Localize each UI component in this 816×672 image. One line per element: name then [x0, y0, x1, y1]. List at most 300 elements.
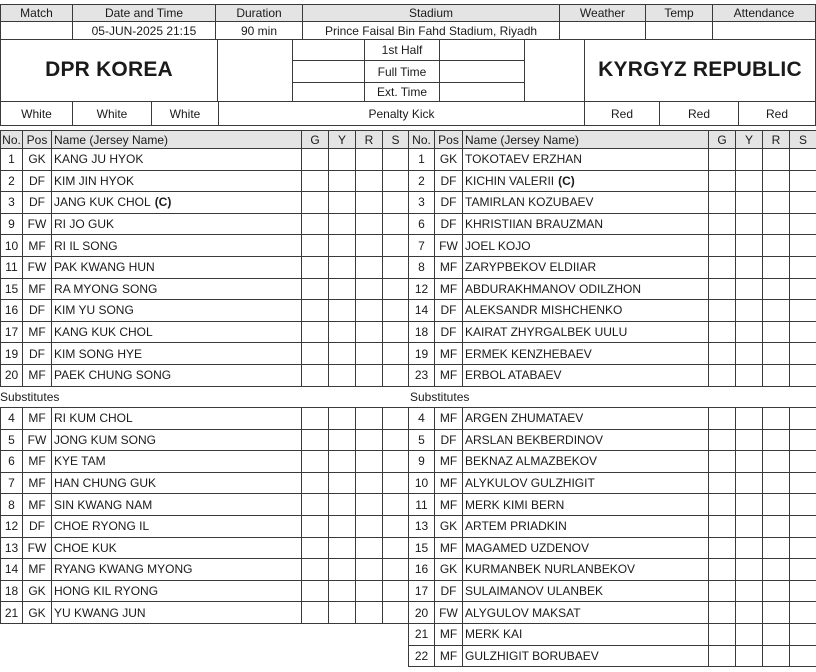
player-red-cell: [355, 429, 383, 452]
player-number: 21: [408, 623, 435, 646]
player-number: 1: [0, 148, 23, 171]
player-name-cell: [462, 515, 709, 538]
player-sub-cell: [789, 645, 816, 668]
player-name: TAMIRLAN KOZUBAEV: [465, 195, 594, 210]
player-number: 7: [408, 234, 435, 257]
player-yellow-cell: [328, 299, 356, 322]
player-yellow-cell: [735, 645, 763, 668]
player-name: ABDURAKHMANOV ODILZHON: [465, 281, 642, 296]
player-yellow-cell: [735, 580, 763, 603]
period-1st-half-label: 1st Half: [364, 39, 440, 61]
player-position: MF: [434, 364, 463, 387]
player-red-cell: [762, 580, 790, 603]
away-kit-shirt: Red: [584, 101, 660, 126]
player-position: MF: [22, 234, 52, 257]
player-number: 23: [408, 364, 435, 387]
player-position: GK: [22, 580, 52, 603]
player-goals-cell: [708, 364, 736, 387]
player-yellow-cell: [735, 321, 763, 344]
player-red-cell: [355, 472, 383, 495]
player-red-cell: [762, 170, 790, 193]
left-col-header-1: Pos: [22, 130, 52, 149]
player-number: 16: [408, 558, 435, 581]
player-name: ERBOL ATABAEV: [465, 368, 562, 383]
player-sub-cell: [382, 515, 409, 538]
player-sub-cell: [382, 558, 409, 581]
player-name: JANG KUK CHOL: [54, 195, 151, 210]
player-name: CHOE KUK: [54, 540, 117, 555]
player-position: DF: [434, 299, 463, 322]
player-name: ERMEK KENZHEBAEV: [465, 346, 592, 361]
player-red-cell: [355, 321, 383, 344]
player-name: RI IL SONG: [54, 238, 118, 253]
player-goals-cell: [301, 191, 329, 214]
player-red-cell: [762, 601, 790, 624]
player-number: 19: [408, 342, 435, 365]
player-name-cell: [51, 601, 302, 624]
left-col-header-5: R: [355, 130, 383, 149]
player-goals-cell: [708, 515, 736, 538]
player-red-cell: [762, 645, 790, 668]
player-sub-cell: [382, 601, 409, 624]
player-yellow-cell: [328, 472, 356, 495]
player-goals-cell: [301, 450, 329, 473]
player-position: FW: [22, 213, 52, 236]
player-number: 4: [0, 407, 23, 430]
home-team-name: DPR KOREA: [0, 39, 218, 102]
player-position: DF: [22, 170, 52, 193]
player-name: RI JO GUK: [54, 217, 115, 232]
player-yellow-cell: [735, 278, 763, 301]
player-name: RA MYONG SONG: [54, 281, 158, 296]
player-number: 9: [0, 213, 23, 236]
player-sub-cell: [789, 234, 816, 257]
player-goals-cell: [708, 580, 736, 603]
player-position: FW: [434, 234, 463, 257]
player-sub-cell: [382, 450, 409, 473]
player-red-cell: [355, 342, 383, 365]
player-red-cell: [355, 580, 383, 603]
player-goals-cell: [708, 450, 736, 473]
player-sub-cell: [789, 299, 816, 322]
player-name: PAK KWANG HUN: [54, 260, 155, 275]
player-sub-cell: [382, 321, 409, 344]
player-sub-cell: [382, 278, 409, 301]
player-number: 20: [0, 364, 23, 387]
header-duration: Duration: [215, 4, 303, 22]
home-kit-socks: White: [151, 101, 219, 126]
player-yellow-cell: [328, 148, 356, 171]
player-name: TOKOTAEV ERZHAN: [465, 152, 582, 167]
player-number: 11: [408, 493, 435, 516]
player-red-cell: [355, 234, 383, 257]
player-yellow-cell: [735, 623, 763, 646]
player-position: DF: [22, 342, 52, 365]
player-position: MF: [434, 472, 463, 495]
player-position: MF: [434, 623, 463, 646]
player-name: HONG KIL RYONG: [54, 584, 159, 599]
player-number: 18: [408, 321, 435, 344]
player-sub-cell: [789, 493, 816, 516]
player-number: 4: [408, 407, 435, 430]
player-red-cell: [762, 278, 790, 301]
player-goals-cell: [708, 170, 736, 193]
player-sub-cell: [789, 191, 816, 214]
player-name: KIM SONG HYE: [54, 346, 143, 361]
player-name-cell: [51, 213, 302, 236]
player-red-cell: [762, 623, 790, 646]
player-sub-cell: [789, 321, 816, 344]
player-goals-cell: [708, 493, 736, 516]
player-sub-cell: [382, 191, 409, 214]
player-goals-cell: [301, 342, 329, 365]
player-name-cell: [51, 299, 302, 322]
player-yellow-cell: [328, 429, 356, 452]
player-sub-cell: [382, 493, 409, 516]
away-team-name: KYRGYZ REPUBLIC: [584, 39, 816, 102]
player-name-cell: [51, 170, 302, 193]
player-yellow-cell: [328, 364, 356, 387]
player-name-cell: [462, 558, 709, 581]
player-name: SIN KWANG NAM: [54, 497, 153, 512]
left-col-header-3: G: [301, 130, 329, 149]
period-full-time-home-score: [292, 60, 365, 83]
player-name: MERK KAI: [465, 627, 523, 642]
player-goals-cell: [708, 234, 736, 257]
player-sub-cell: [789, 580, 816, 603]
player-name: KIM YU SONG: [54, 303, 134, 318]
value-attendance: [712, 21, 816, 40]
player-number: 5: [0, 429, 23, 452]
player-red-cell: [355, 364, 383, 387]
player-red-cell: [762, 148, 790, 171]
player-position: MF: [22, 493, 52, 516]
player-name: GULZHIGIT BORUBAEV: [465, 648, 599, 663]
player-number: 7: [0, 472, 23, 495]
player-name: ARGEN ZHUMATAEV: [465, 411, 584, 426]
player-red-cell: [762, 472, 790, 495]
period-full-time-label: Full Time: [364, 60, 440, 83]
player-yellow-cell: [328, 234, 356, 257]
player-goals-cell: [301, 472, 329, 495]
player-goals-cell: [301, 601, 329, 624]
player-name: KAIRAT ZHYRGALBEK UULU: [465, 325, 628, 340]
player-red-cell: [762, 321, 790, 344]
header-stadium: Stadium: [302, 4, 560, 22]
player-name: KHRISTIIAN BRAUZMAN: [465, 217, 604, 232]
player-name: MERK KIMI BERN: [465, 497, 565, 512]
player-name-cell: [462, 429, 709, 452]
player-name-cell: [51, 429, 302, 452]
away-kit-shorts: Red: [659, 101, 739, 126]
player-position: GK: [434, 515, 463, 538]
player-yellow-cell: [735, 299, 763, 322]
player-number: 13: [0, 537, 23, 560]
player-yellow-cell: [735, 364, 763, 387]
player-red-cell: [762, 407, 790, 430]
player-yellow-cell: [735, 234, 763, 257]
player-red-cell: [355, 170, 383, 193]
player-yellow-cell: [328, 256, 356, 279]
player-name-cell: [462, 601, 709, 624]
player-name-cell: [462, 623, 709, 646]
value-stadium: Prince Faisal Bin Fahd Stadium, Riyadh: [302, 21, 560, 40]
header-match: Match: [0, 4, 73, 22]
player-name: KIM JIN HYOK: [54, 173, 135, 188]
player-number: 2: [0, 170, 23, 193]
player-number: 6: [0, 450, 23, 473]
player-name-cell: [51, 407, 302, 430]
player-yellow-cell: [328, 580, 356, 603]
player-red-cell: [355, 213, 383, 236]
player-goals-cell: [301, 429, 329, 452]
player-name-cell: [462, 580, 709, 603]
player-red-cell: [762, 537, 790, 560]
player-name: RYANG KWANG MYONG: [54, 562, 193, 577]
player-red-cell: [762, 256, 790, 279]
player-number: 3: [0, 191, 23, 214]
player-position: DF: [434, 213, 463, 236]
player-position: DF: [22, 515, 52, 538]
player-yellow-cell: [735, 342, 763, 365]
player-sub-cell: [789, 601, 816, 624]
player-sub-cell: [789, 472, 816, 495]
player-goals-cell: [301, 537, 329, 560]
player-name-cell: [51, 321, 302, 344]
player-number: 14: [0, 558, 23, 581]
player-red-cell: [355, 515, 383, 538]
player-name: MAGAMED UZDENOV: [465, 540, 590, 555]
period-1st-half-home-score: [292, 39, 365, 61]
player-name-cell: [462, 234, 709, 257]
player-number: 6: [408, 213, 435, 236]
player-position: MF: [434, 342, 463, 365]
player-red-cell: [762, 234, 790, 257]
player-number: 14: [408, 299, 435, 322]
player-goals-cell: [301, 299, 329, 322]
player-position: MF: [22, 450, 52, 473]
player-goals-cell: [301, 213, 329, 236]
player-name-cell: [51, 580, 302, 603]
player-goals-cell: [708, 191, 736, 214]
left-col-header-2: Name (Jersey Name): [51, 130, 302, 149]
player-name-cell: [51, 191, 302, 214]
player-name: RI KUM CHOL: [54, 411, 133, 426]
player-sub-cell: [789, 537, 816, 560]
header-date-time: Date and Time: [72, 4, 216, 22]
player-sub-cell: [789, 342, 816, 365]
player-yellow-cell: [735, 601, 763, 624]
player-name-cell: [462, 170, 709, 193]
player-position: DF: [434, 429, 463, 452]
player-name: JONG KUM SONG: [54, 432, 157, 447]
player-name: JOEL KOJO: [465, 238, 531, 253]
player-red-cell: [355, 450, 383, 473]
player-yellow-cell: [735, 429, 763, 452]
player-name-cell: [462, 148, 709, 171]
player-name: PAEK CHUNG SONG: [54, 368, 172, 383]
period-ext-time-away-score: [439, 82, 525, 102]
right-col-header-2: Name (Jersey Name): [462, 130, 709, 149]
left-col-header-6: S: [382, 130, 409, 149]
player-number: 10: [408, 472, 435, 495]
player-yellow-cell: [735, 515, 763, 538]
player-number: 18: [0, 580, 23, 603]
player-position: FW: [22, 256, 52, 279]
player-sub-cell: [382, 472, 409, 495]
player-sub-cell: [382, 407, 409, 430]
player-name: BEKNAZ ALMAZBEKOV: [465, 454, 598, 469]
player-goals-cell: [708, 537, 736, 560]
player-yellow-cell: [735, 450, 763, 473]
player-yellow-cell: [735, 472, 763, 495]
player-sub-cell: [789, 278, 816, 301]
player-number: 9: [408, 450, 435, 473]
captain-badge: (C): [154, 195, 172, 210]
player-yellow-cell: [735, 537, 763, 560]
player-name-cell: [51, 364, 302, 387]
player-number: 5: [408, 429, 435, 452]
player-name: KYE TAM: [54, 454, 106, 469]
player-yellow-cell: [328, 493, 356, 516]
player-red-cell: [762, 493, 790, 516]
player-red-cell: [762, 558, 790, 581]
player-yellow-cell: [328, 213, 356, 236]
player-red-cell: [762, 213, 790, 236]
player-yellow-cell: [735, 170, 763, 193]
player-number: 11: [0, 256, 23, 279]
home-kit-shorts: White: [72, 101, 152, 126]
player-name-cell: [462, 450, 709, 473]
player-number: 21: [0, 601, 23, 624]
player-name: YU KWANG JUN: [54, 605, 146, 620]
player-position: FW: [434, 601, 463, 624]
player-yellow-cell: [328, 170, 356, 193]
player-sub-cell: [789, 558, 816, 581]
player-sub-cell: [382, 234, 409, 257]
player-yellow-cell: [328, 537, 356, 560]
right-col-header-6: S: [789, 130, 816, 149]
player-name: ALYGULOV MAKSAT: [465, 605, 581, 620]
player-name-cell: [51, 342, 302, 365]
value-date-time: 05-JUN-2025 21:15: [72, 21, 216, 40]
player-sub-cell: [789, 450, 816, 473]
player-red-cell: [762, 342, 790, 365]
player-number: 20: [408, 601, 435, 624]
player-position: DF: [434, 191, 463, 214]
player-red-cell: [762, 450, 790, 473]
player-name-cell: [462, 493, 709, 516]
player-red-cell: [762, 429, 790, 452]
player-name: SULAIMANOV ULANBEK: [465, 584, 604, 599]
player-name-cell: [462, 256, 709, 279]
player-goals-cell: [708, 601, 736, 624]
player-position: MF: [22, 321, 52, 344]
player-name: ARTEM PRIADKIN: [465, 519, 567, 534]
value-weather: [559, 21, 646, 40]
player-number: 13: [408, 515, 435, 538]
player-goals-cell: [301, 278, 329, 301]
right-col-header-5: R: [762, 130, 790, 149]
player-name-cell: [462, 537, 709, 560]
player-goals-cell: [708, 342, 736, 365]
player-goals-cell: [708, 645, 736, 668]
player-number: 15: [0, 278, 23, 301]
player-position: MF: [22, 472, 52, 495]
player-sub-cell: [382, 429, 409, 452]
player-name-cell: [51, 537, 302, 560]
right-col-header-3: G: [708, 130, 736, 149]
home-substitutes-label: Substitutes: [0, 390, 60, 404]
player-red-cell: [355, 148, 383, 171]
player-position: MF: [22, 558, 52, 581]
player-sub-cell: [789, 213, 816, 236]
player-sub-cell: [382, 537, 409, 560]
player-sub-cell: [789, 148, 816, 171]
player-yellow-cell: [735, 407, 763, 430]
right-col-header-1: Pos: [434, 130, 463, 149]
player-goals-cell: [301, 170, 329, 193]
player-position: MF: [22, 364, 52, 387]
player-goals-cell: [708, 299, 736, 322]
player-red-cell: [355, 299, 383, 322]
player-name: KICHIN VALERII: [465, 173, 555, 188]
player-name: KANG JU HYOK: [54, 152, 144, 167]
player-position: MF: [22, 407, 52, 430]
player-goals-cell: [301, 256, 329, 279]
player-position: MF: [434, 645, 463, 668]
player-name-cell: [51, 148, 302, 171]
player-position: MF: [434, 450, 463, 473]
player-number: 10: [0, 234, 23, 257]
player-name-cell: [462, 299, 709, 322]
player-name-cell: [462, 213, 709, 236]
player-yellow-cell: [328, 191, 356, 214]
player-red-cell: [355, 537, 383, 560]
player-number: 3: [408, 191, 435, 214]
player-goals-cell: [708, 429, 736, 452]
player-yellow-cell: [328, 601, 356, 624]
player-goals-cell: [708, 472, 736, 495]
player-yellow-cell: [328, 450, 356, 473]
player-goals-cell: [301, 364, 329, 387]
player-number: 8: [0, 493, 23, 516]
player-yellow-cell: [735, 493, 763, 516]
player-position: DF: [434, 170, 463, 193]
player-number: 17: [408, 580, 435, 603]
player-name-cell: [462, 645, 709, 668]
player-sub-cell: [382, 256, 409, 279]
player-yellow-cell: [735, 256, 763, 279]
player-goals-cell: [708, 407, 736, 430]
player-red-cell: [355, 191, 383, 214]
player-name-cell: [51, 558, 302, 581]
player-red-cell: [762, 191, 790, 214]
player-goals-cell: [301, 493, 329, 516]
player-goals-cell: [708, 278, 736, 301]
player-yellow-cell: [328, 558, 356, 581]
player-name-cell: [462, 472, 709, 495]
player-sub-cell: [382, 299, 409, 322]
player-sub-cell: [789, 515, 816, 538]
period-ext-time-label: Ext. Time: [364, 82, 440, 102]
player-red-cell: [355, 601, 383, 624]
player-name-cell: [462, 342, 709, 365]
player-goals-cell: [301, 407, 329, 430]
player-sub-cell: [382, 580, 409, 603]
player-number: 12: [0, 515, 23, 538]
player-sub-cell: [382, 342, 409, 365]
